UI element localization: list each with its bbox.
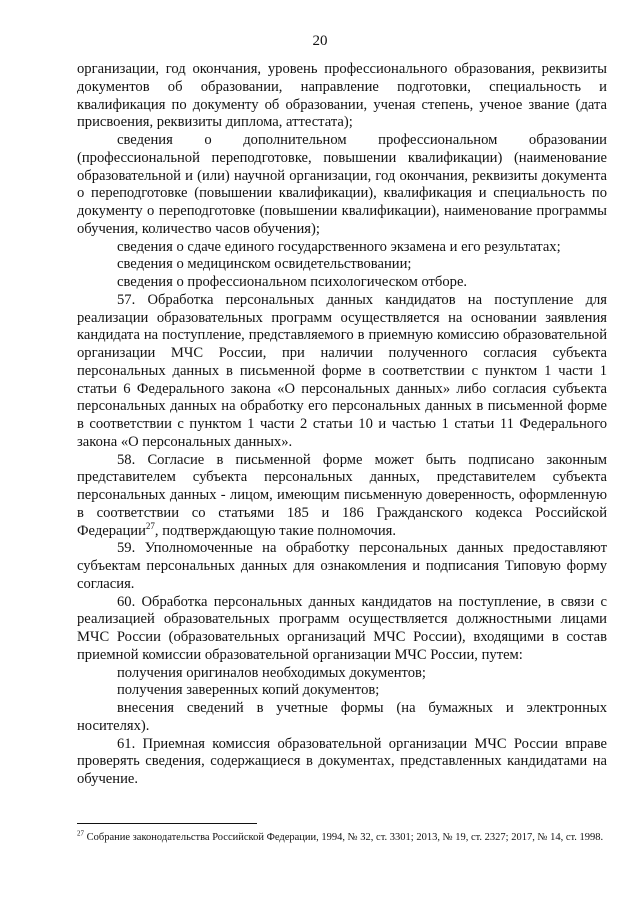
footnote-reference[interactable]: 27 [145, 520, 155, 531]
paragraph-additional-education: сведения о дополнительном профессиональном образовании (профессиональной переподготовке, повышении квалификации) (наименование образовательной и (или) научной организации, год окончания, реквизиты документа о переподготовке (повышении квалификации), квалификация и специальность по документу о переподготовке (повышении квалификации), наименование программы обучения, количество часов обучения); [77, 132, 607, 237]
footnote-number: 27 [77, 829, 84, 838]
paragraph-exam-results: сведения о сдаче единого государственного экзамена и его результатах; [117, 238, 561, 255]
list-item-originals: получения оригиналов необходимых документов; [117, 664, 426, 681]
paragraph-58-tail: , подтверждающую такие полномочия. [154, 522, 397, 539]
body-text [77, 61, 607, 789]
list-item-certified-copies: получения заверенных копий документов; [117, 682, 380, 699]
footnote-text: Собрание законодательства Российской Федерации, 1994, № 32, ст. 3301; 2013, № 19, ст. 2327; 2017, № 14, ст. 1998. [86, 832, 604, 843]
paragraph-medical-exam: сведения о медицинском освидетельствовании; [117, 256, 412, 273]
page-number: 20 [312, 33, 328, 49]
list-item-record-forms: внесения сведений в учетные формы (на бумажных и электронных носителях). [77, 700, 607, 734]
paragraph-61: 61. Приемная комиссия образовательной организации МЧС России вправе проверять сведения, содержащиеся в документах, представленных кандидатами на обучение. [77, 735, 607, 787]
paragraph-58-text: 58. Согласие в письменной форме может быть подписано законным представителем субъекта персональных данных, представителем субъекта персональных данных - лицом, имеющим письменную доверенность, оформленную в соответствии со статьями 185 и 186 Гражданского кодекса Российской Федерации [77, 451, 607, 539]
paragraph-60: 60. Обработка персональных данных кандидатов на поступление, в связи с реализацией образовательных программ осуществляется должностными лицами МЧС России (образовательных организаций МЧС России), входящими в состав приемной комиссии образовательной организации МЧС России, путем: [77, 593, 607, 663]
footnote [77, 831, 607, 844]
paragraph-58 [77, 452, 607, 541]
footnote-divider [77, 823, 257, 824]
paragraph-59: 59. Уполномоченные на обработку персональных данных предоставляют субъектам персональных данных для ознакомления и подписания Типовую форму согласия. [77, 540, 607, 592]
paragraph-education-details: организации, год окончания, уровень профессионального образования, реквизиты документов об образовании, направление подготовки, специальность и квалификация по документу об образовании, ученая степень, ученое звание (дата присвоения, реквизиты диплома, аттестата); [77, 61, 607, 131]
paragraph-57: 57. Обработка персональных данных кандидатов на поступление для реализации образовательных программ осуществляется на основании заявления кандидата на поступление, представляемого в приемную комиссию образовательной организации МЧС России, при наличии полученного согласия субъекта персональных данных в письменной форме в соответствии с пунктом 1 части 1 статьи 6 Федерального закона «О персональных данных» либо согласия субъекта персональных данных на обработку его персональных данных в письменной форме в соответствии с пунктом 1 части 2 статьи 10 и частью 1 статьи 11 Федерального закона «О персональных данных». [77, 291, 607, 450]
paragraph-psych-selection: сведения о профессиональном психологическом отборе. [117, 274, 468, 290]
